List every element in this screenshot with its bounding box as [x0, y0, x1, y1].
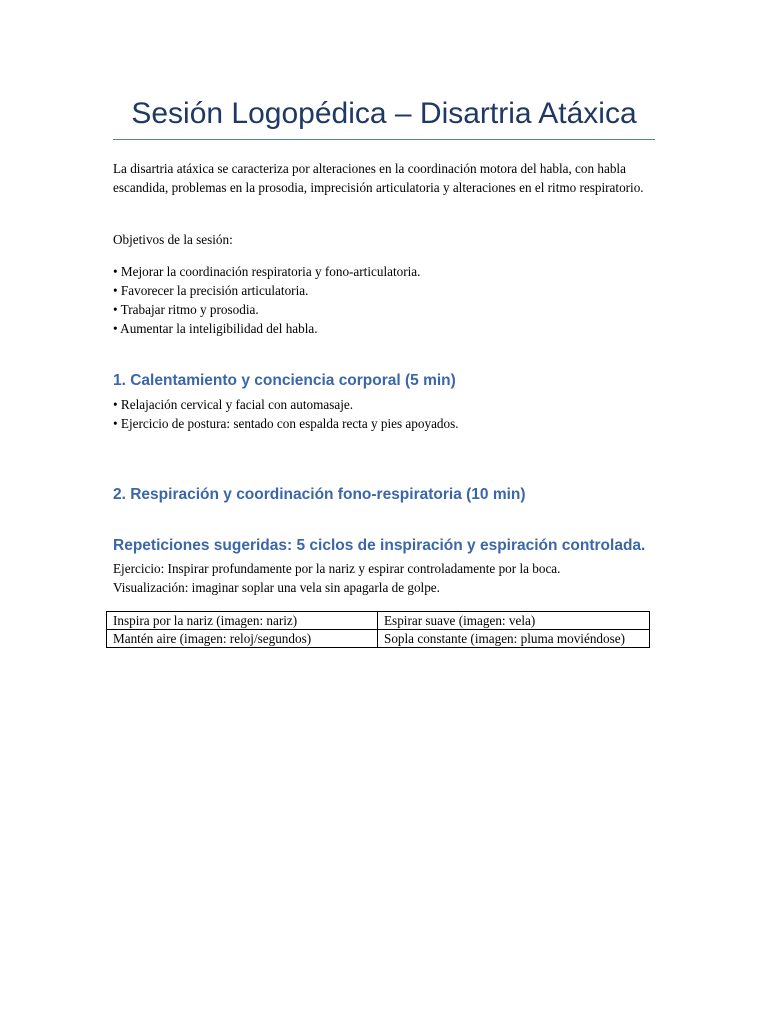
section2-subheading: Repeticiones sugeridas: 5 ciclos de inspiración y espiración controlada.	[113, 537, 646, 554]
exercise-table	[106, 611, 650, 648]
exercise-text: Ejercicio: Inspirar profundamente por la nariz y espirar controladamente por la boca.	[113, 561, 561, 576]
list-item: • Relajación cervical y facial con automasaje.	[113, 397, 354, 412]
title-underline	[113, 139, 655, 140]
table-row	[107, 630, 650, 648]
page-title: Sesión Logopédica – Disartria Atáxica	[131, 97, 637, 130]
intro-paragraph: La disartria atáxica se caracteriza por alteraciones en la coordinación motora del habla, con habla escandida, problemas en la prosodia, imprecisión articulatoria y alteraciones en el ritmo respiratorio.	[113, 161, 644, 195]
visualization-text: Visualización: imaginar soplar una vela sin apagarla de golpe.	[113, 580, 440, 595]
section1-list	[113, 395, 655, 433]
table-row	[107, 612, 650, 630]
table-cell: Inspira por la nariz (imagen: nariz)	[107, 612, 378, 630]
table-cell: Sopla constante (imagen: pluma moviéndose)	[378, 630, 650, 648]
objectives-list	[113, 262, 655, 338]
exercise-block	[113, 559, 673, 597]
table-cell: Espirar suave (imagen: vela)	[378, 612, 650, 630]
list-item: • Trabajar ritmo y prosodia.	[113, 302, 259, 317]
table-cell: Mantén aire (imagen: reloj/segundos)	[107, 630, 378, 648]
objectives-label: Objetivos de la sesión:	[113, 232, 233, 247]
list-item: • Aumentar la inteligibilidad del habla.	[113, 321, 318, 336]
list-item: • Ejercicio de postura: sentado con espalda recta y pies apoyados.	[113, 416, 459, 431]
section1-heading: 1. Calentamiento y conciencia corporal (5 min)	[113, 372, 456, 389]
list-item: • Mejorar la coordinación respiratoria y fono-articulatoria.	[113, 264, 421, 279]
section2-heading: 2. Respiración y coordinación fono-respiratoria (10 min)	[113, 486, 526, 503]
list-item: • Favorecer la precisión articulatoria.	[113, 283, 309, 298]
